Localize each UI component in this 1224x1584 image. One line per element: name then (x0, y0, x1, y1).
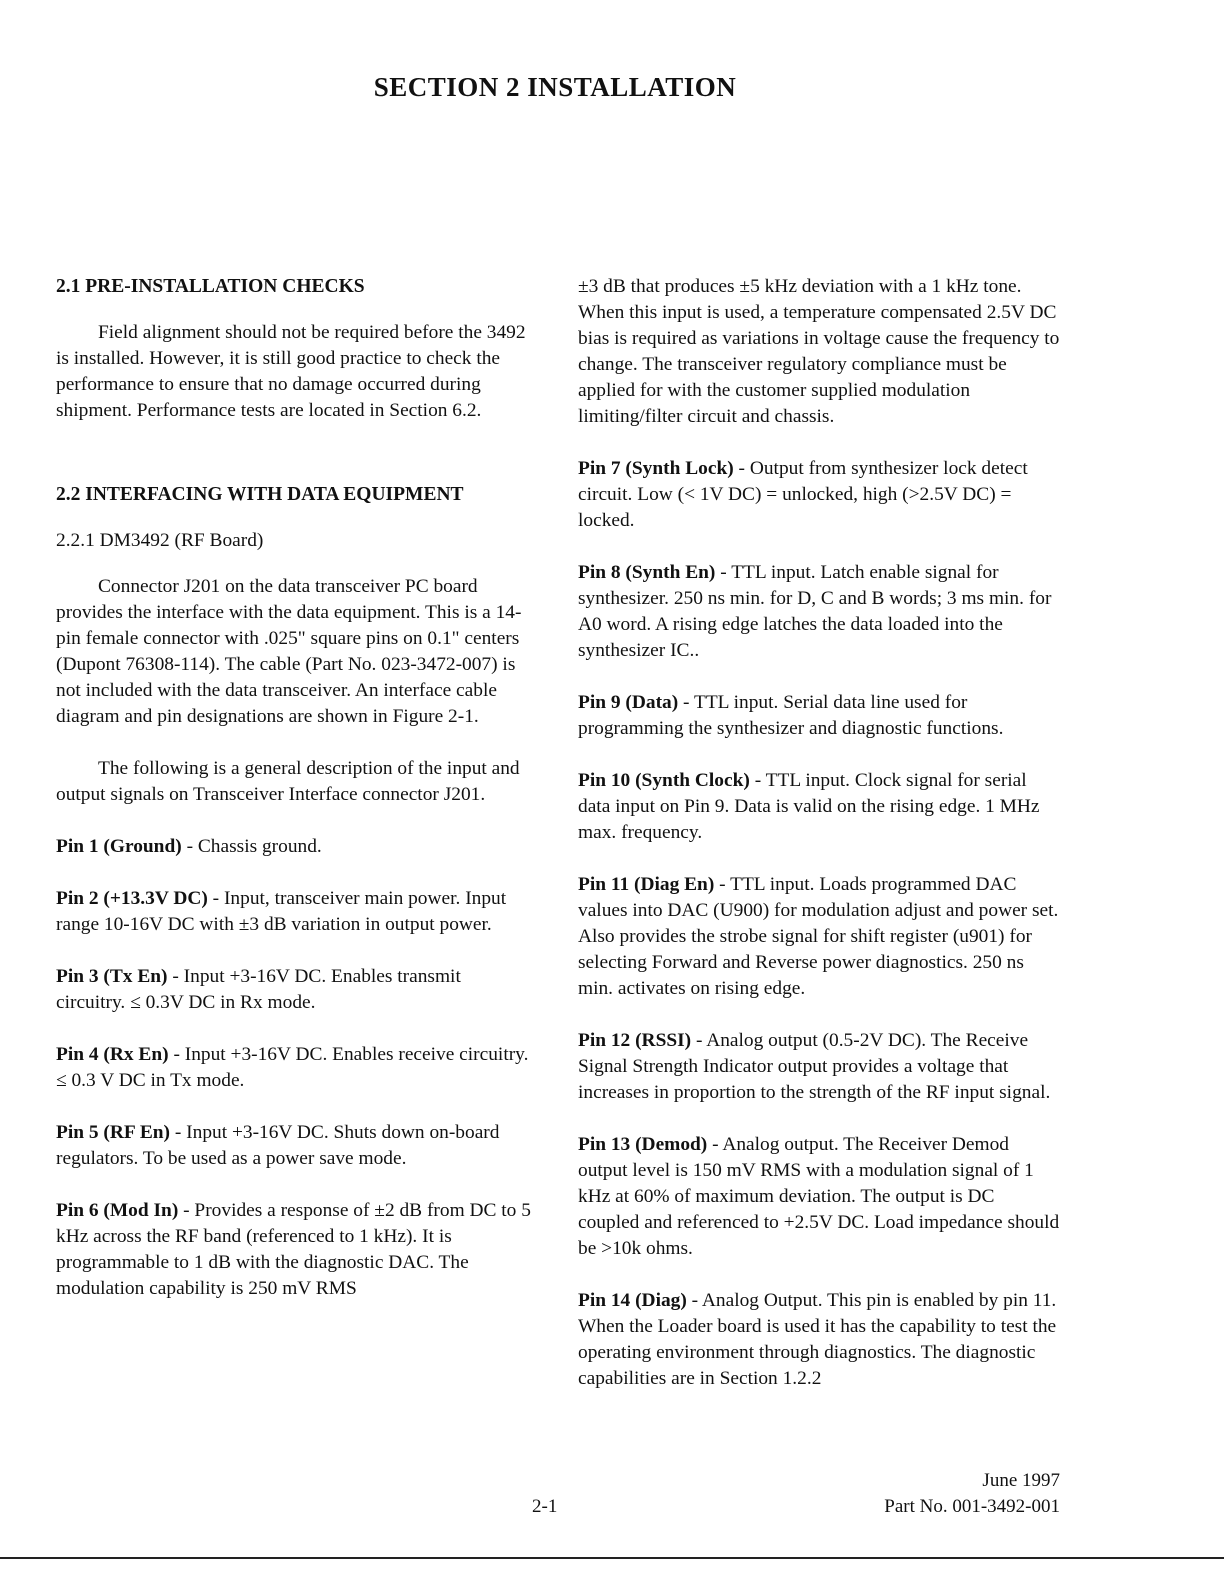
pin-12-text: - Analog output (0.5-2V DC). The Receive Signal Strength Indicator output provides a voltage that increases in proportion to the strength of the RF input signal. (578, 1030, 1051, 1103)
section-2-1-heading: 2.1 PRE-INSTALLATION CHECKS (56, 276, 365, 297)
footer-rule (0, 1557, 1224, 1559)
pin-4-description (56, 1042, 532, 1094)
right-column (578, 274, 1060, 1392)
pin-8-text: - TTL input. Latch enable signal for synthesizer. 250 ns min. for D, C and B words; 3 ms min. for A0 word. A rising edge latches the data loaded into the synthesizer IC.. (578, 562, 1052, 661)
pin-9-label: Pin 9 (Data) (578, 692, 679, 713)
pin-7-text: - Output from synthesizer lock detect circuit. Low (< 1V DC) = unlocked, high (>2.5V DC) = locked. (578, 458, 1028, 531)
footer-date: June 1997 (982, 1470, 1060, 1491)
pin-3-description (56, 964, 532, 1016)
pin-9-text: - TTL input. Serial data line used for programming the synthesizer and diagnostic functions. (578, 692, 1004, 739)
section-2-2-heading: 2.2 INTERFACING WITH DATA EQUIPMENT (56, 484, 464, 505)
pin-14-description (578, 1288, 1060, 1392)
pin-8-description (578, 560, 1060, 664)
pin-2-text: - Input, transceiver main power. Input range 10-16V DC with ±3 dB variation in output power. (56, 888, 507, 935)
pin-14-text: - Analog Output. This pin is enabled by pin 11. When the Loader board is used it has the capability to test the operating environment through diagnostics. The diagnostic capabilities are in Section 1.2.2 (578, 1290, 1057, 1389)
pin-5-label: Pin 5 (RF En) (56, 1122, 171, 1143)
pin-2-description (56, 886, 532, 938)
pin-6-text: - Provides a response of ±2 dB from DC to 5 kHz across the RF band (referenced to 1 kHz). It is programmable to 1 dB with the diagnostic DAC. The modulation capability is 250 mV RMS (56, 1200, 531, 1299)
pin-6-continued: ±3 dB that produces ±5 kHz deviation with a 1 kHz tone. When this input is used, a temperature compensated 2.5V DC bias is required as variations in voltage cause the frequency to change. The transceiver regulatory compliance must be applied for with the customer supplied modulation limiting/filter circuit and chassis. (578, 276, 1060, 427)
pin-4-text: - Input +3-16V DC. Enables receive circuitry. ≤ 0.3 V DC in Tx mode. (56, 1044, 529, 1091)
pin-11-label: Pin 11 (Diag En) (578, 874, 715, 895)
pin-7-label: Pin 7 (Synth Lock) (578, 458, 734, 479)
pin-4-label: Pin 4 (Rx En) (56, 1044, 169, 1065)
pin-6-description (56, 1198, 532, 1302)
pin-5-description (56, 1120, 532, 1172)
pin-5-text: - Input +3-16V DC. Shuts down on-board regulators. To be used as a power save mode. (56, 1122, 500, 1169)
footer-part-number: Part No. 001-3492-001 (884, 1496, 1060, 1517)
section-2-2-1-heading: 2.2.1 DM3492 (RF Board) (56, 530, 264, 551)
pin-14-label: Pin 14 (Diag) (578, 1290, 687, 1311)
pin-1-text: - Chassis ground. (181, 836, 322, 857)
pin-1-description (56, 834, 532, 860)
section-2-2-1-body: Connector J201 on the data transceiver PC board provides the interface with the data equipment. This is a 14-pin female connector with .025" square pins on 0.1" centers (Dupont 76308-114). The cable (Part No. 023-3472-007) is not included with the data transceiver. An interface cable diagram and pin designations are shown in Figure 2-1. (56, 576, 522, 727)
pin-13-description (578, 1132, 1060, 1262)
left-column (56, 274, 532, 1302)
pin-10-label: Pin 10 (Synth Clock) (578, 770, 750, 791)
pin-9-description (578, 690, 1060, 742)
pin-2-label: Pin 2 (+13.3V DC) (56, 888, 208, 909)
pin-3-label: Pin 3 (Tx En) (56, 966, 168, 987)
pin-11-text: - TTL input. Loads programmed DAC values into DAC (U900) for modulation adjust and power set. Also provides the strobe signal for shift register (u901) for selecting Forward and Reverse power diagnostics. 250 ns min. activates on rising edge. (578, 874, 1059, 999)
pin-1-label: Pin 1 (Ground) (56, 836, 182, 857)
pin-12-description (578, 1028, 1060, 1106)
page-title: SECTION 2 INSTALLATION (373, 72, 737, 102)
section-2-1-body: Field alignment should not be required before the 3492 is installed. However, it is still good practice to check the performance to ensure that no damage occurred during shipment. Performance tests are located in Section 6.2. (56, 322, 526, 421)
pin-13-text: - Analog output. The Receiver Demod output level is 150 mV RMS with a modulation signal of 1 kHz at 60% of maximum deviation. The output is DC coupled and referenced to +2.5V DC. Load impedance should be >10k ohms. (578, 1134, 1060, 1259)
pin-11-description (578, 872, 1060, 1002)
general-description: The following is a general description of the input and output signals on Transceiver Interface connector J201. (56, 758, 520, 805)
pin-6-label: Pin 6 (Mod In) (56, 1200, 179, 1221)
footer-page-number: 2-1 (532, 1496, 558, 1517)
pin-7-description (578, 456, 1060, 534)
pin-13-label: Pin 13 (Demod) (578, 1134, 708, 1155)
pin-8-label: Pin 8 (Synth En) (578, 562, 716, 583)
pin-10-text: - TTL input. Clock signal for serial data input on Pin 9. Data is valid on the rising edge. 1 MHz max. frequency. (578, 770, 1040, 843)
pin-12-label: Pin 12 (RSSI) (578, 1030, 692, 1051)
pin-3-text: - Input +3-16V DC. Enables transmit circuitry. ≤ 0.3V DC in Rx mode. (56, 966, 461, 1013)
pin-10-description (578, 768, 1060, 846)
